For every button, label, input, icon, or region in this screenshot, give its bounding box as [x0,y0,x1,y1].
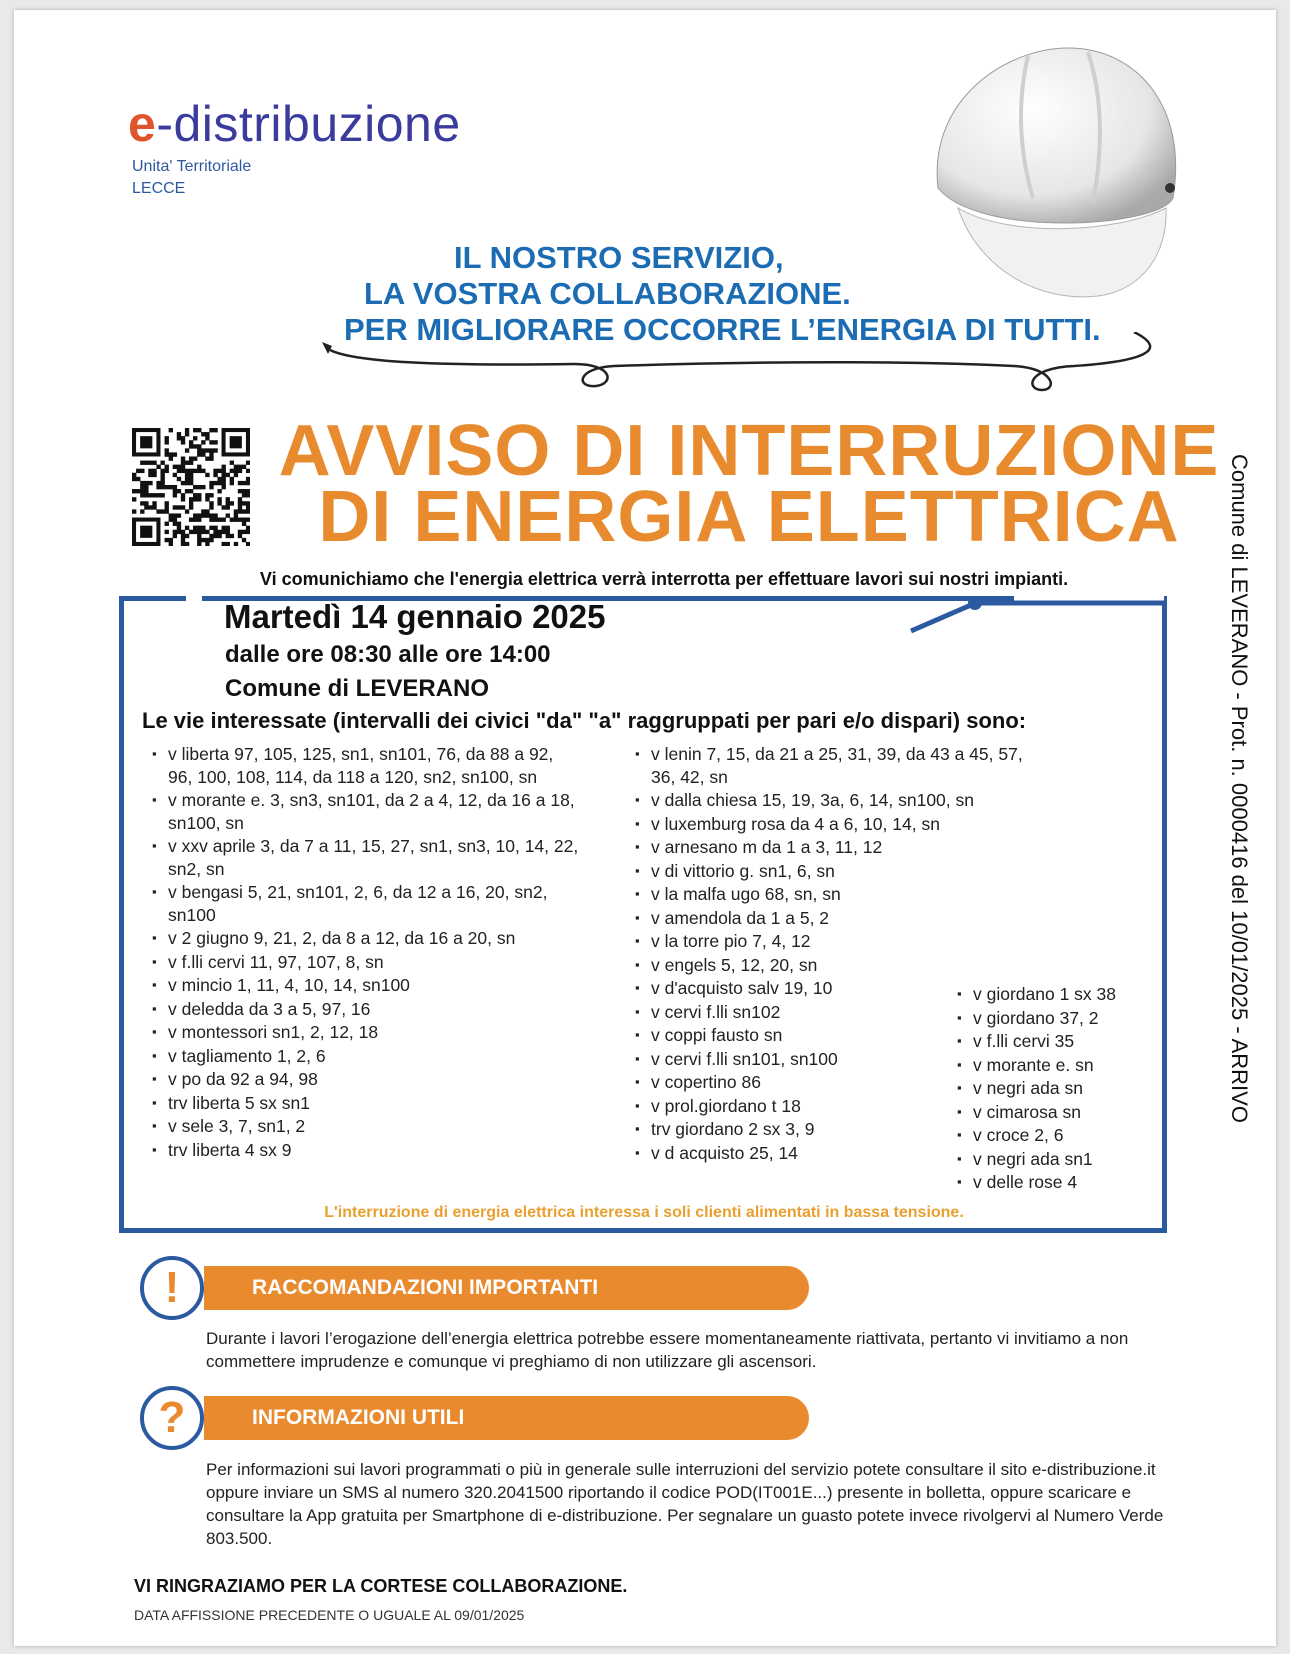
street-item: ▪ v morante e. sn [957,1054,1157,1077]
street-item: ▪ v sele 3, 7, sn1, 2 [152,1115,582,1138]
comune-name: Comune di LEVERANO [225,675,490,702]
street-item: ▪ v tagliamento 1, 2, 6 [152,1045,582,1068]
street-item: ▪ v f.lli cervi 11, 97, 107, 8, sn [152,951,582,974]
street-item: ▪ v bengasi 5, 21, sn101, 2, 6, da 12 a 16, 20, sn2, sn100 [152,881,582,926]
street-item: ▪ v cervi f.lli sn102 [635,1001,1045,1024]
interruption-hours: dalle ore 08:30 alle ore 14:00 [225,641,551,668]
street-item: ▪ v f.lli cervi 35 [957,1030,1157,1053]
street-item: ▪ v po da 92 a 94, 98 [152,1068,582,1091]
recommendations-text: Durante i lavori l’erogazione dell’energia elettrica potrebbe essere momentaneamente riattivata, pertanto vi invitiamo a non commettere imprudenze e comunque vi preghiamo di non utilizzare gli ascensori. [206,1329,1129,1371]
notice-title: AVVISO DI INTERRUZIONE DI ENERGIA ELETTRICA [278,411,1220,557]
street-item: ▪ v morante e. 3, sn3, sn101, da 2 a 4, 12, da 16 a 18, sn100, sn [152,789,582,834]
streets-column-3 [957,983,1157,1195]
streets-heading: Le vie interessate (intervalli dei civici "da" "a" raggruppati per pari e/o dispari) sono: [142,708,1027,733]
street-item: ▪ v di vittorio g. sn1, 6, sn [635,860,1045,883]
switch-lever-icon [909,595,1169,635]
power-cable-icon [314,332,1194,412]
street-item: ▪ v montessori sn1, 2, 12, 18 [152,1021,582,1044]
street-item: ▪ trv liberta 5 sx sn1 [152,1092,582,1115]
street-item: ▪ v copertino 86 [635,1071,1045,1094]
recommendations-heading: RACCOMANDAZIONI IMPORTANTI [204,1266,809,1310]
street-item: ▪ v amendola da 1 a 5, 2 [635,907,1045,930]
street-item: ▪ v giordano 37, 2 [957,1007,1157,1030]
street-item: ▪ v negri ada sn [957,1077,1157,1100]
street-item: ▪ v arnesano m da 1 a 3, 11, 12 [635,836,1045,859]
street-item: ▪ v delle rose 4 [957,1171,1157,1194]
street-item: ▪ v d'acquisto salv 19, 10 [635,977,1045,1000]
street-item: ▪ v coppi fausto sn [635,1024,1045,1047]
street-item: ▪ v cervi f.lli sn101, sn100 [635,1048,1045,1071]
street-item: ▪ v la malfa ugo 68, sn, sn [635,883,1045,906]
low-voltage-note: L'interruzione di energia elettrica interessa i soli clienti alimentati in bassa tensione. [324,1204,964,1221]
street-item: ▪ trv giordano 2 sx 3, 9 [635,1118,1045,1141]
street-item: ▪ v liberta 97, 105, 125, sn1, sn101, 76, da 88 a 92, 96, 100, 108, 114, da 118 a 120, sn2, sn100, sn [152,743,582,788]
info-heading: INFORMAZIONI UTILI [204,1396,809,1440]
exclamation-icon: ! [140,1256,204,1320]
street-item: ▪ v lenin 7, 15, da 21 a 25, 31, 39, da 43 a 45, 57, 36, 42, sn [635,743,1045,788]
street-item: ▪ v la torre pio 7, 4, 12 [635,930,1045,953]
territorial-unit: Unita' Territoriale LECCE [132,158,252,197]
street-item: ▪ v xxv aprile 3, da 7 a 11, 15, 27, sn1, sn3, 10, 14, 22, sn2, sn [152,835,582,880]
info-text: Per informazioni sui lavori programmati o più in generale sulle interruzioni del servizio potete consultare il sito e-distribuzione.it oppure inviare un SMS al numero 320.2041500 riportando il codice POD(IT001E...) presente in bolletta, oppure scaricare e consultare la App gratuita per Smartphone di e-distribuzione. Per segnalare un guasto potete invece rivolgervi al Numero Verde 803.500. [206,1460,1164,1548]
street-item: ▪ v giordano 1 sx 38 [957,983,1157,1006]
street-item: ▪ v d acquisto 25, 14 [635,1142,1045,1165]
qr-code [132,428,250,546]
street-item: ▪ v prol.giordano t 18 [635,1095,1045,1118]
box-gap [186,590,202,604]
street-item: ▪ v negri ada sn1 [957,1148,1157,1171]
street-item: ▪ v deledda da 3 a 5, 97, 16 [152,998,582,1021]
notice-page [14,10,1276,1646]
street-item: ▪ v engels 5, 12, 20, sn [635,954,1045,977]
street-item: ▪ v mincio 1, 11, 4, 10, 14, sn100 [152,974,582,997]
street-item: ▪ v dalla chiesa 15, 19, 3a, 6, 14, sn100, sn [635,789,1045,812]
street-item: ▪ v cimarosa sn [957,1101,1157,1124]
thanks-line: VI RINGRAZIAMO PER LA CORTESE COLLABORAZIONE. [134,1576,628,1596]
street-item: ▪ v 2 giugno 9, 21, 2, da 8 a 12, da 16 a 20, sn [152,927,582,950]
intro-text: Vi comunichiamo che l'energia elettrica verrà interrotta per effettuare lavori sui nostri impianti. [259,569,1069,589]
protocol-stamp: Comune di LEVERANO - Prot. n. 0000416 del 10/01/2025 - ARRIVO [1227,454,1252,1123]
slogan: IL NOSTRO SERVIZIO, LA VOSTRA COLLABORAZIONE. PER MIGLIORARE OCCORRE L’ENERGIA DI TUTTI. [344,240,1101,347]
posting-date: DATA AFFISSIONE PRECEDENTE O UGUALE AL 09/01/2025 [134,1607,525,1623]
e-distribuzione-logo: e-distribuzione [128,96,461,152]
street-item: ▪ trv liberta 4 sx 9 [152,1139,582,1162]
interruption-date: Martedì 14 gennaio 2025 [224,598,606,635]
question-icon: ? [140,1386,204,1450]
streets-column-1 [152,743,582,1162]
street-item: ▪ v croce 2, 6 [957,1124,1157,1147]
street-item: ▪ v luxemburg rosa da 4 a 6, 10, 14, sn [635,813,1045,836]
